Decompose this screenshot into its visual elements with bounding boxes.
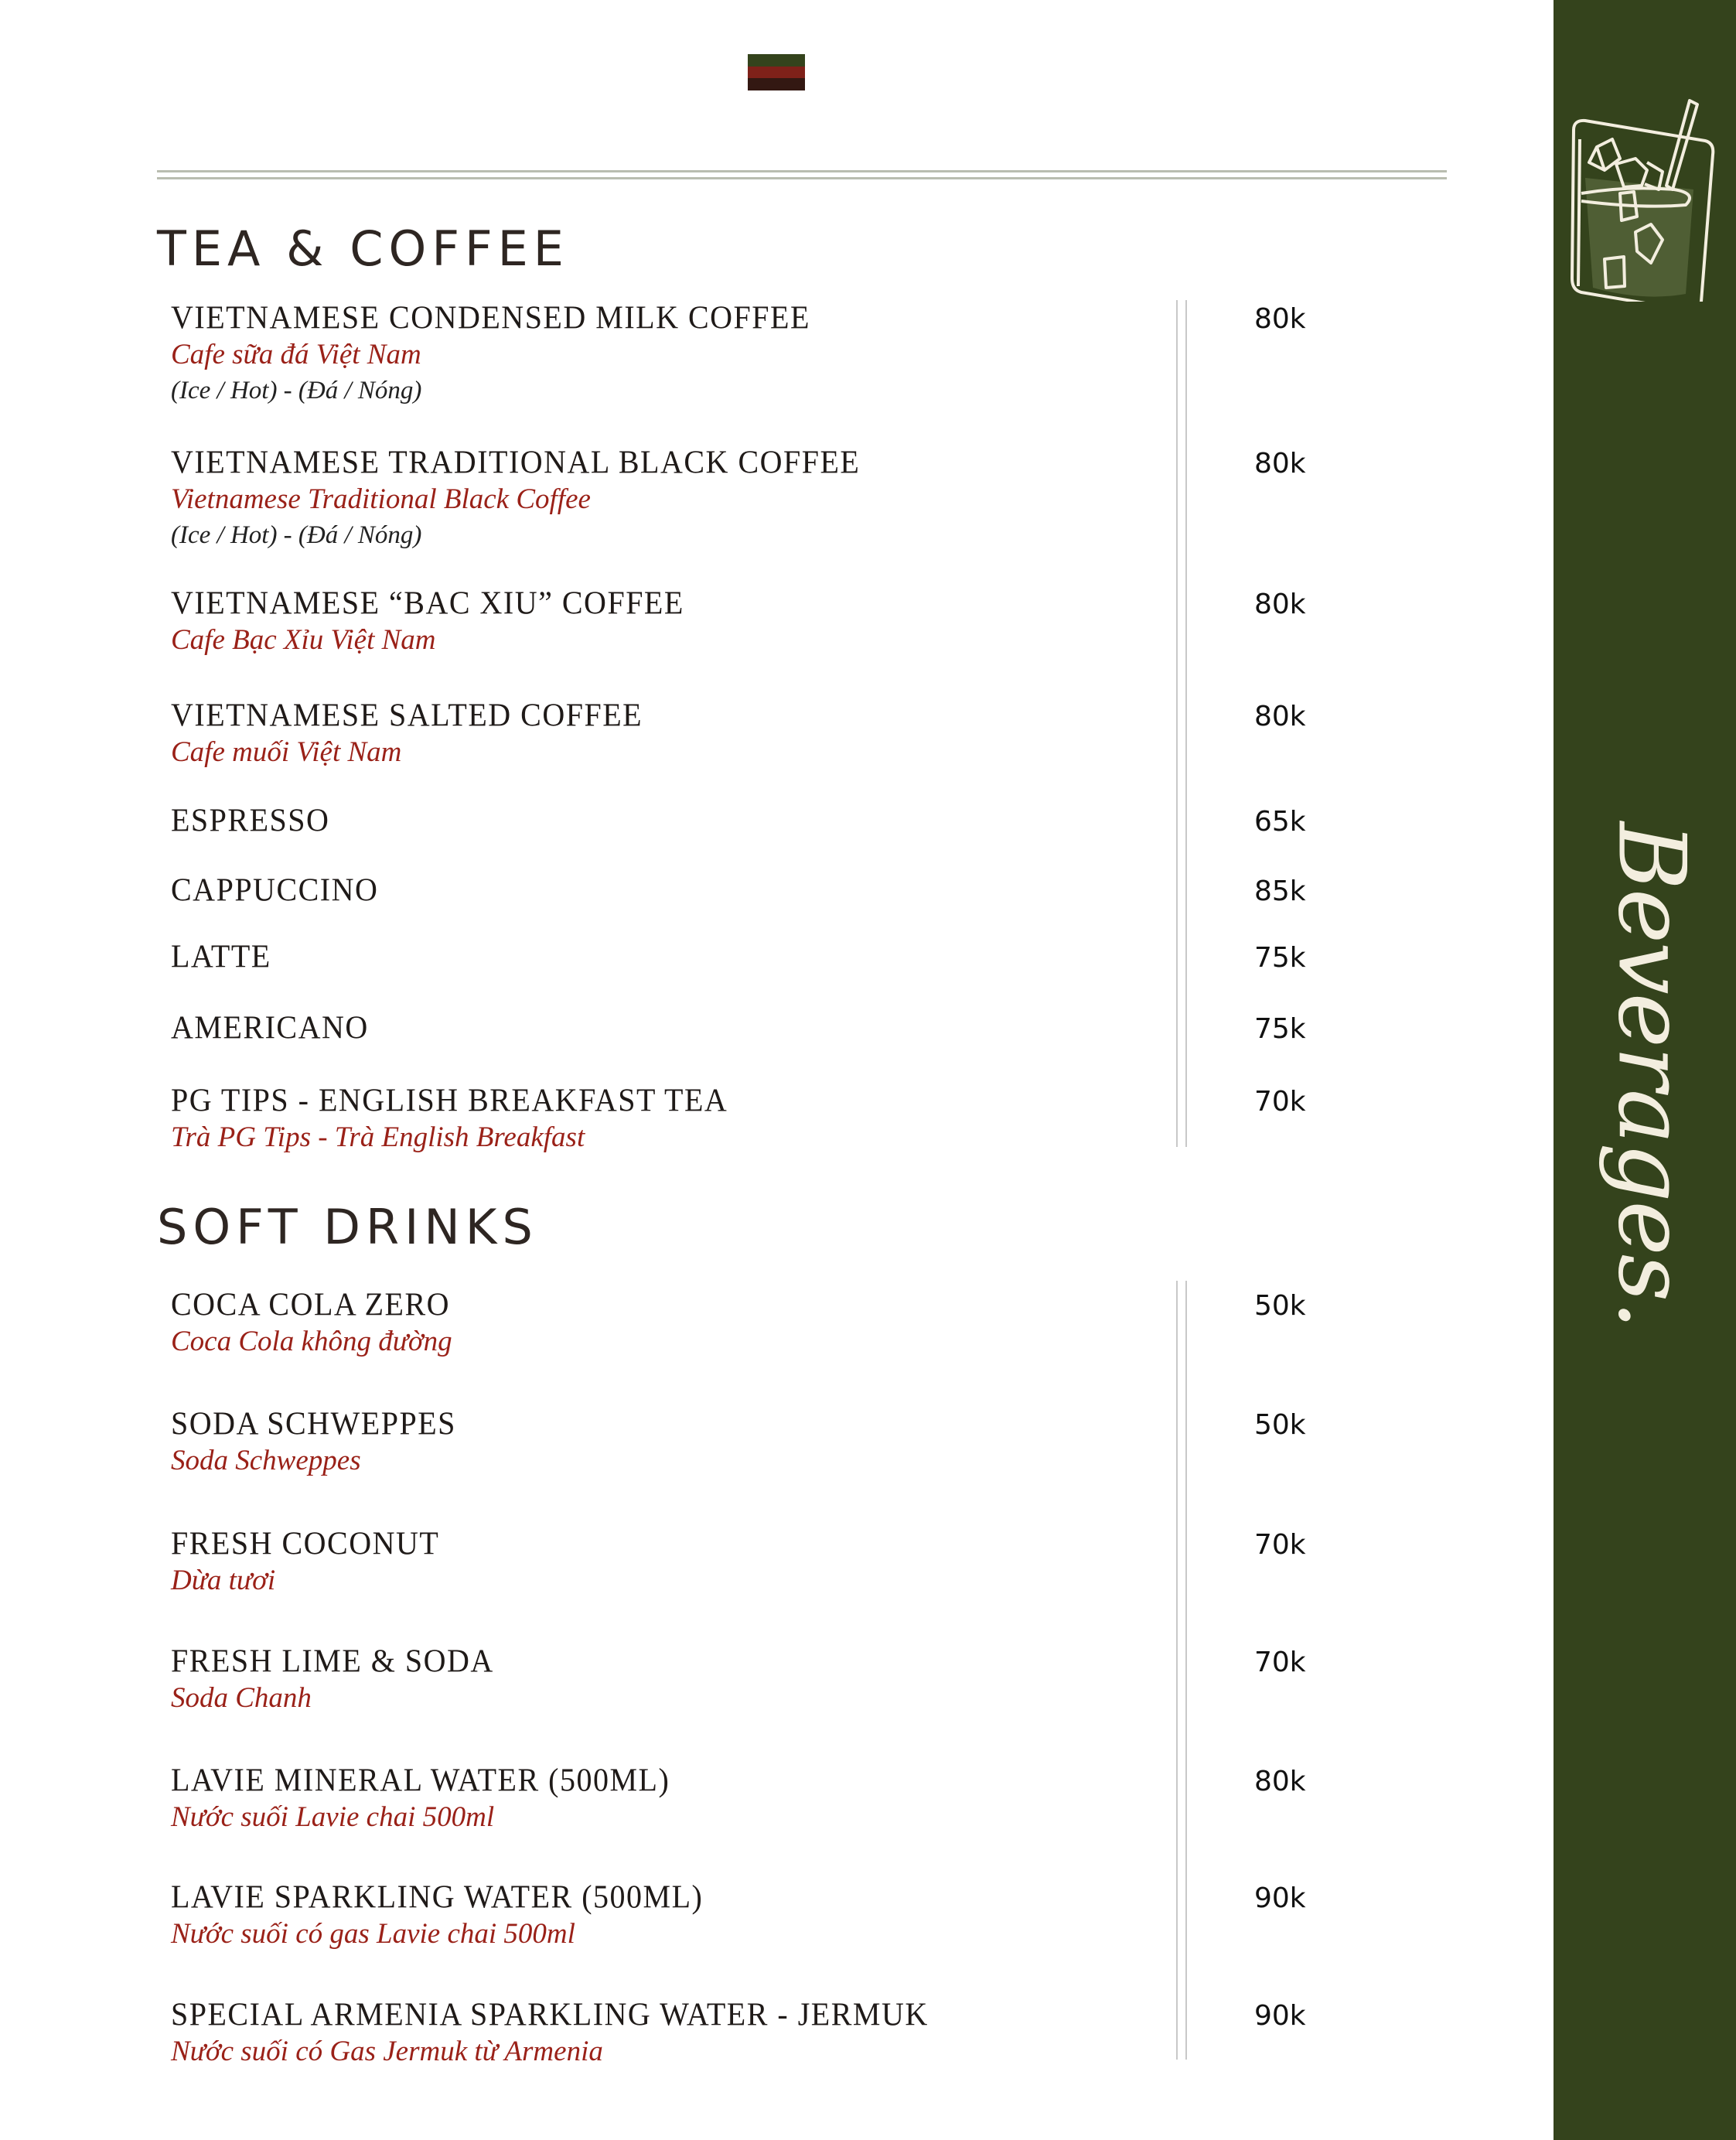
section-heading-soft-drinks: SOFT DRINKS [157, 1199, 538, 1255]
item-price: 75k [1254, 1013, 1306, 1045]
item-price: 70k [1254, 1647, 1306, 1678]
item-translation: Vietnamese Traditional Black Coffee [171, 483, 591, 515]
item-name: CAPPUCCINO [171, 871, 379, 909]
item-name: COCA COLA ZERO [171, 1285, 451, 1323]
item-name: VIETNAMESE CONDENSED MILK COFFEE [171, 299, 810, 336]
iced-drink-glass-icon [1550, 85, 1736, 302]
price-divider [1176, 300, 1187, 1147]
item-price: 85k [1254, 875, 1306, 907]
item-price: 70k [1254, 1086, 1306, 1118]
item-name: VIETNAMESE “BAC XIU” COFFEE [171, 584, 684, 622]
header-rule-top [157, 170, 1447, 172]
item-price: 75k [1254, 942, 1306, 974]
item-price: 90k [1254, 2000, 1306, 2032]
item-name: ESPRESSO [171, 801, 330, 839]
item-name: LAVIE MINERAL WATER (500ML) [171, 1761, 670, 1799]
item-name: VIETNAMESE TRADITIONAL BLACK COFFEE [171, 443, 861, 481]
item-name: VIETNAMESE SALTED COFFEE [171, 696, 643, 734]
item-name: PG TIPS - ENGLISH BREAKFAST TEA [171, 1081, 728, 1119]
item-price: 80k [1254, 701, 1306, 732]
item-translation: Nước suối Lavie chai 500ml [171, 1801, 495, 1833]
item-price: 65k [1254, 806, 1306, 838]
section-heading-tea-coffee: TEA & COFFEE [157, 220, 569, 277]
item-translation: Cafe muối Việt Nam [171, 736, 402, 768]
item-translation: Nước suối có Gas Jermuk từ Armenia [171, 2036, 603, 2067]
item-translation: Soda Schweppes [171, 1445, 361, 1476]
item-name: SPECIAL ARMENIA SPARKLING WATER - JERMUK [171, 1995, 929, 2033]
item-translation: Dừa tươi [171, 1565, 276, 1596]
item-price: 70k [1254, 1529, 1306, 1561]
item-note: (Ice / Hot) - (Đá / Nóng) [171, 377, 422, 404]
item-name: FRESH LIME & SODA [171, 1642, 494, 1680]
side-title: Beverages. [1597, 821, 1705, 1329]
item-translation: Nước suối có gas Lavie chai 500ml [171, 1918, 575, 1950]
item-name: AMERICANO [171, 1009, 369, 1046]
item-translation: Soda Chanh [171, 1682, 312, 1714]
item-translation: Cafe Bạc Xỉu Việt Nam [171, 624, 436, 656]
item-note: (Ice / Hot) - (Đá / Nóng) [171, 521, 422, 549]
item-price: 80k [1254, 448, 1306, 480]
item-price: 80k [1254, 303, 1306, 335]
item-price: 80k [1254, 589, 1306, 620]
item-price: 50k [1254, 1290, 1306, 1322]
item-translation: Trà PG Tips - Trà English Breakfast [171, 1121, 585, 1153]
item-translation: Coca Cola không đường [171, 1326, 452, 1357]
header-rule-bottom [157, 177, 1447, 179]
brand-color-flag [748, 54, 805, 90]
item-name: SODA SCHWEPPES [171, 1404, 456, 1442]
item-name: FRESH COCONUT [171, 1524, 440, 1562]
item-price: 80k [1254, 1766, 1306, 1797]
item-price: 50k [1254, 1409, 1306, 1441]
item-name: LATTE [171, 937, 271, 975]
price-divider [1176, 1281, 1187, 2060]
item-name: LAVIE SPARKLING WATER (500ML) [171, 1878, 704, 1916]
item-price: 90k [1254, 1882, 1306, 1914]
item-translation: Cafe sữa đá Việt Nam [171, 339, 421, 370]
